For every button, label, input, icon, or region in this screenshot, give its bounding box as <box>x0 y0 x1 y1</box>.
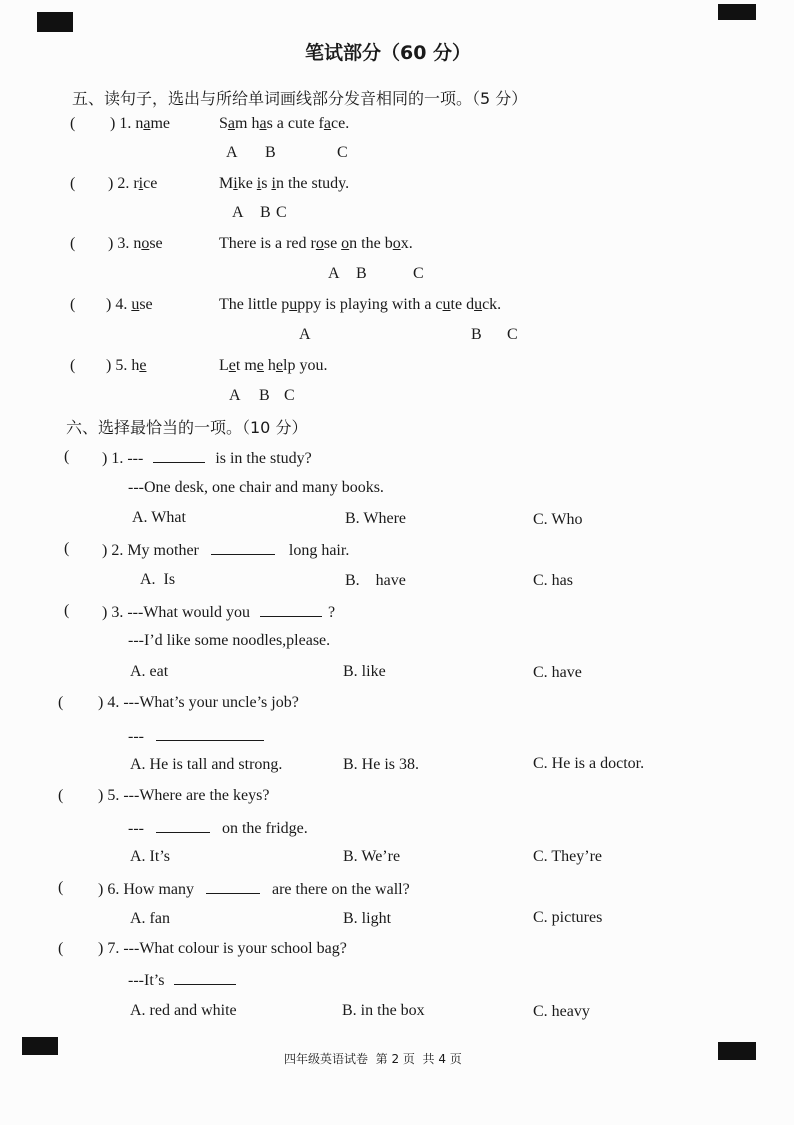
question-6-stem <box>98 879 410 899</box>
registration-mark-top-right <box>718 4 756 20</box>
underlined-letter: a <box>259 115 267 132</box>
underlined-letter: u <box>442 296 451 313</box>
answer-paren: ( <box>64 602 70 619</box>
sentence-part: L <box>219 357 229 374</box>
answer-blank[interactable] <box>156 726 264 741</box>
s5-question-2-option-a: A <box>232 204 244 221</box>
underlined-letter: u <box>289 296 298 313</box>
underlined-letter: a <box>323 115 331 132</box>
sentence-part: ppy is playing with a c <box>297 296 443 313</box>
s5-question-1-option-c: C <box>337 144 348 161</box>
page-footer: 四年级英语试卷 第 2 页 共 4 页 <box>284 1052 462 1066</box>
answer-blank[interactable] <box>260 602 322 617</box>
question-7-option-b: B. in the box <box>342 1002 425 1019</box>
question-7-stem: ) 7. ---What colour is your school bag? <box>98 940 347 957</box>
sentence-part: ke <box>237 175 257 192</box>
section-6-heading: 六、选择最恰当的一项。（10 分） <box>66 418 308 437</box>
question-number: ) 2. <box>108 175 130 192</box>
sentence-part: There is a red r <box>219 235 316 252</box>
answer-blank[interactable] <box>206 879 260 894</box>
question-5-stem: ) 5. ---Where are the keys? <box>98 787 270 804</box>
s5-question-5-sentence <box>219 357 327 375</box>
question-7-option-a: A. red and white <box>130 1002 237 1019</box>
question-1-option-b: B. Where <box>345 510 407 527</box>
question-6-text-b: are there on the wall? <box>271 881 410 898</box>
question-6-option-a: A. fan <box>130 910 170 927</box>
underlined-letter: e <box>228 357 236 374</box>
question-4-option-a: A. He is tall and strong. <box>130 756 283 773</box>
sentence-part: se <box>323 235 342 252</box>
underlined-letter: u <box>474 296 483 313</box>
question-2-option-c: C. has <box>533 572 573 589</box>
s5-question-3-option-c: C <box>413 265 424 282</box>
answer-paren: ( <box>70 296 76 313</box>
registration-mark-bottom-right <box>718 1042 756 1060</box>
question-4-response <box>128 726 264 746</box>
underlined-letter: a <box>143 115 151 132</box>
word-part: ce <box>143 175 158 192</box>
word-part: se <box>149 235 163 252</box>
question-5-option-c: C. They’re <box>533 848 603 865</box>
s5-question-1-sentence <box>219 115 349 133</box>
s5-question-5-option-a: A <box>229 387 241 404</box>
question-6-option-b: B. light <box>343 910 392 927</box>
sentence-part: te d <box>450 296 475 313</box>
answer-paren: ( <box>58 694 64 711</box>
answer-paren: ( <box>58 879 64 896</box>
s5-question-4-sentence <box>219 296 501 314</box>
sentence-part: M <box>219 175 234 192</box>
sentence-part: The little p <box>219 296 290 313</box>
question-3-text-b: ? <box>327 604 336 621</box>
question-2-text-b: long hair. <box>288 542 350 559</box>
s5-question-2-word <box>108 175 157 193</box>
s5-question-4-option-b: B <box>471 326 482 343</box>
s5-question-2-sentence <box>219 175 349 193</box>
s5-question-4-option-a: A <box>299 326 311 343</box>
underlined-letter: o <box>141 235 150 252</box>
answer-paren: ( <box>70 115 76 132</box>
sentence-part: h <box>263 357 276 374</box>
underlined-letter: i <box>271 175 276 192</box>
question-3-option-c: C. have <box>533 664 582 681</box>
answer-paren: ( <box>58 940 64 957</box>
s5-question-1-option-a: A <box>226 144 238 161</box>
answer-paren: ( <box>64 448 70 465</box>
question-1-response: ---One desk, one chair and many books. <box>128 479 384 496</box>
word-part: me <box>150 115 170 132</box>
underlined-letter: e <box>256 357 264 374</box>
question-2-stem <box>102 540 349 560</box>
sentence-part: x. <box>400 235 413 252</box>
s5-question-5-word <box>106 357 146 375</box>
question-1-option-c: C. Who <box>533 511 583 528</box>
question-3-response: ---I’d like some noodles,please. <box>128 632 331 649</box>
s5-question-4-word <box>106 296 153 314</box>
question-number: ) 3. <box>108 235 130 252</box>
question-7-text-a: ---It’s <box>128 972 165 989</box>
question-7-response <box>128 970 236 990</box>
s5-question-5-option-c: C <box>284 387 295 404</box>
answer-blank[interactable] <box>153 448 205 463</box>
question-3-stem <box>102 602 335 622</box>
sentence-part: ce. <box>331 115 350 132</box>
question-6-text-a: ) 6. How many <box>98 881 194 898</box>
registration-mark-bottom-left <box>22 1037 58 1055</box>
answer-blank[interactable] <box>156 818 210 833</box>
s5-question-2-option-b: B <box>260 204 271 221</box>
section-5-heading: 五、读句子，选出与所给单词画线部分发音相同的一项。（5 分） <box>72 89 528 108</box>
answer-paren: ( <box>70 175 76 192</box>
sentence-part: n the study. <box>275 175 350 192</box>
answer-paren: ( <box>58 787 64 804</box>
underlined-letter: o <box>392 235 401 252</box>
question-number: ) 4. <box>106 296 128 313</box>
s5-question-3-option-b: B <box>356 265 367 282</box>
question-4-option-c: C. He is a doctor. <box>533 755 645 772</box>
question-5-option-a: A. It’s <box>130 848 170 865</box>
question-number: ) 5. <box>106 357 128 374</box>
question-1-stem <box>102 448 312 468</box>
s5-question-3-word <box>108 235 163 253</box>
sentence-part: t m <box>235 357 257 374</box>
underlined-letter: u <box>131 296 140 313</box>
s5-question-3-sentence <box>219 235 413 253</box>
question-2-text-a: ) 2. My mother <box>102 542 199 559</box>
s5-question-1-word <box>110 115 170 133</box>
sentence-part: m h <box>235 115 260 132</box>
s5-question-4-option-c: C <box>507 326 518 343</box>
registration-mark-top-left <box>37 12 73 32</box>
underlined-letter: o <box>341 235 350 252</box>
answer-paren: ( <box>64 540 70 557</box>
sentence-part: ck. <box>482 296 502 313</box>
question-1-text-b: is in the study? <box>215 450 312 467</box>
answer-paren: ( <box>70 235 76 252</box>
question-4-dashes: --- <box>128 728 144 745</box>
sentence-part: s <box>261 175 272 192</box>
word-part: n <box>135 115 144 132</box>
underlined-letter: i <box>138 175 144 192</box>
question-4-stem: ) 4. ---What’s your uncle’s job? <box>98 694 299 711</box>
question-5-dashes: --- <box>128 820 144 837</box>
page-title: 笔试部分（60 分） <box>305 42 472 64</box>
s5-question-2-option-c: C <box>276 204 287 221</box>
question-5-option-b: B. We’re <box>343 848 401 865</box>
answer-blank[interactable] <box>174 970 236 985</box>
sentence-part: s a cute f <box>266 115 324 132</box>
question-3-option-a: A. eat <box>130 663 169 680</box>
question-3-text-a: ) 3. ---What would you <box>102 604 250 621</box>
question-2-option-a: A. Is <box>140 571 176 588</box>
answer-blank[interactable] <box>211 540 275 555</box>
s5-question-1-option-b: B <box>265 144 276 161</box>
word-part: n <box>133 235 142 252</box>
question-5-response <box>128 818 308 838</box>
word-part: h <box>131 357 140 374</box>
question-6-option-c: C. pictures <box>533 909 603 926</box>
question-1-text-a: ) 1. --- <box>102 450 144 467</box>
s5-question-3-option-a: A <box>328 265 340 282</box>
sentence-part: n the b <box>349 235 393 252</box>
underlined-letter: a <box>227 115 236 132</box>
question-5-text-b: on the fridge. <box>221 820 308 837</box>
question-number: ) 1. <box>110 115 132 132</box>
underlined-letter: e <box>275 357 283 374</box>
question-7-option-c: C. heavy <box>533 1003 590 1020</box>
sentence-part: S <box>219 115 228 132</box>
underlined-letter: e <box>139 357 147 374</box>
word-part: se <box>139 296 153 313</box>
answer-paren: ( <box>70 357 76 374</box>
underlined-letter: i <box>256 175 262 192</box>
question-4-option-b: B. He is 38. <box>343 756 419 773</box>
word-part: r <box>133 175 139 192</box>
sentence-part: lp you. <box>283 357 328 374</box>
underlined-letter: o <box>315 235 324 252</box>
underlined-letter: i <box>233 175 238 192</box>
question-1-option-a: A. What <box>132 509 186 526</box>
question-2-option-b: B. have <box>345 572 406 589</box>
s5-question-5-option-b: B <box>259 387 270 404</box>
question-3-option-b: B. like <box>343 663 386 680</box>
